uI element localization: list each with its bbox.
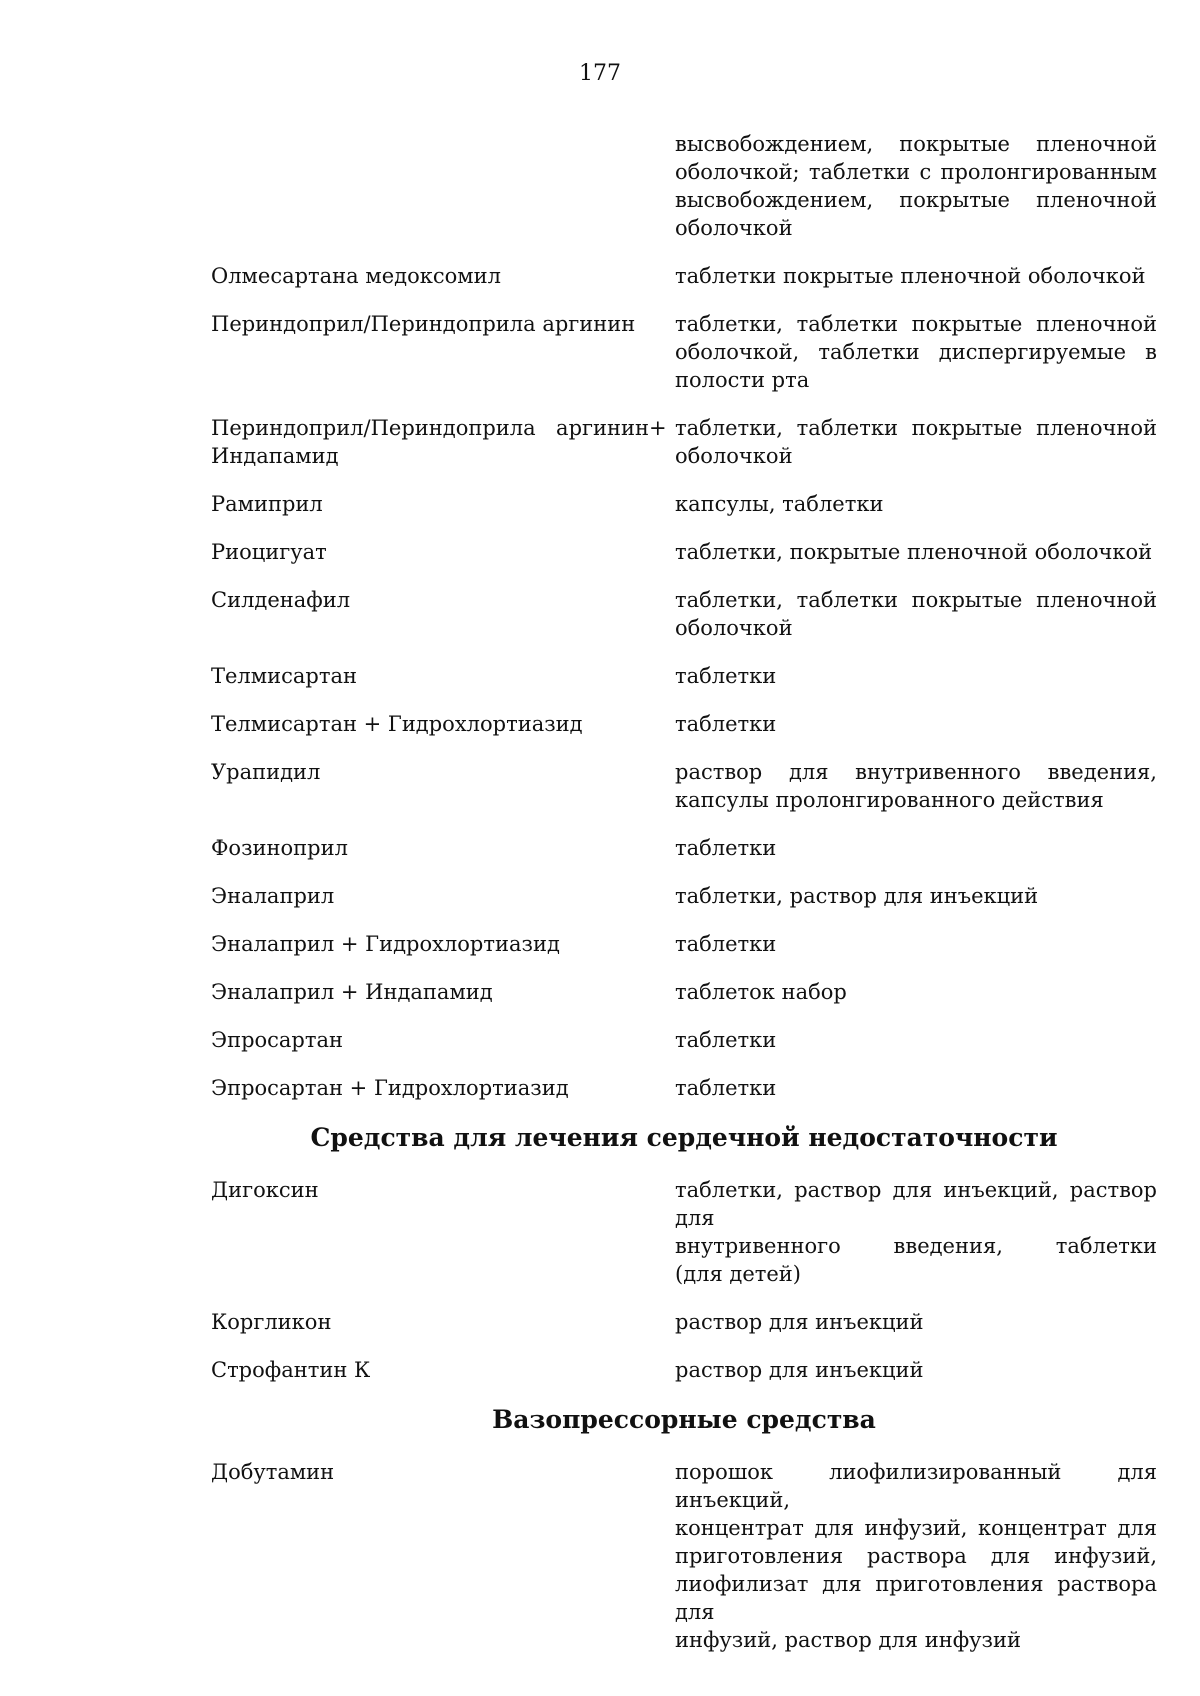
drug-table — [211, 130, 1157, 1674]
drug-name-line: Телмисартан — [211, 664, 357, 688]
drug-name-line: Эналаприл — [211, 884, 335, 908]
dosage-form-cell — [675, 490, 1157, 518]
drug-name-line: Фозиноприл — [211, 836, 348, 860]
drug-row — [211, 490, 1157, 518]
drug-row — [211, 1176, 1157, 1288]
drug-name-cell — [211, 710, 649, 738]
drug-name-cell — [211, 978, 649, 1006]
drug-name-cell — [211, 490, 649, 518]
dosage-form-cell — [675, 586, 1157, 642]
dosage-form-line: оболочкой — [675, 216, 793, 240]
drug-name-cell — [211, 1026, 649, 1054]
dosage-form-cell — [675, 262, 1157, 290]
drug-name-line: Олмесартана медоксомил — [211, 264, 501, 288]
dosage-form-cell — [675, 1026, 1157, 1054]
dosage-form-cell — [675, 1356, 1157, 1384]
dosage-form-line: таблетки — [675, 712, 777, 736]
drug-name-cell — [211, 1458, 649, 1486]
drug-name-cell — [211, 262, 649, 290]
dosage-form-line: высвобождением, покрытые пленочной — [675, 132, 1157, 156]
dosage-form-line: оболочкой, таблетки диспергируемые в — [675, 340, 1157, 364]
combination-plus-sign: + — [649, 416, 667, 440]
dosage-form-line: таблетки, покрытые пленочной оболочкой — [675, 540, 1153, 564]
dosage-form-line: полости рта — [675, 368, 810, 392]
drug-row — [211, 978, 1157, 1006]
dosage-form-cell — [675, 930, 1157, 958]
drug-name-line: Эпросартан + Гидрохлортиазид — [211, 1076, 569, 1100]
drug-name-cell — [211, 834, 649, 862]
dosage-form-line: оболочкой — [675, 616, 793, 640]
drug-name-line: Урапидил — [211, 760, 321, 784]
dosage-form-line: оболочкой; таблетки с пролонгированным — [675, 160, 1157, 184]
drug-row — [211, 1074, 1157, 1102]
drug-row — [211, 882, 1157, 910]
dosage-form-cell — [675, 834, 1157, 862]
dosage-form-line: инфузий, раствор для инфузий — [675, 1628, 1021, 1652]
drug-row — [211, 1308, 1157, 1336]
continuation-row — [211, 130, 1157, 242]
drug-name-line: Коргликон — [211, 1310, 332, 1334]
dosage-form-cell — [675, 414, 1157, 470]
drug-row — [211, 1356, 1157, 1384]
drug-name-cell — [211, 1074, 649, 1102]
dosage-form-line: порошок лиофилизированный для инъекций, — [675, 1460, 1157, 1512]
drug-name-line: Телмисартан + Гидрохлортиазид — [211, 712, 583, 736]
section-antihypertensives — [211, 262, 1157, 1102]
dosage-form-line: высвобождением, покрытые пленочной — [675, 188, 1157, 212]
drug-name-cell — [211, 1356, 649, 1384]
dosage-form-cell — [675, 310, 1157, 394]
drug-row — [211, 538, 1157, 566]
drug-name-line: Риоцигуат — [211, 540, 327, 564]
drug-name-line: Эпросартан — [211, 1028, 344, 1052]
dosage-form-line: раствор для инъекций — [675, 1358, 924, 1382]
drug-name-cell — [211, 586, 649, 614]
drug-name-cell — [211, 662, 649, 690]
drug-name-cell — [211, 882, 649, 910]
section-heart-failure — [211, 1176, 1157, 1384]
drug-name-line: Периндоприл/Периндоприла аргинин — [211, 312, 636, 336]
drug-name-cell — [211, 310, 649, 338]
dosage-form-cell — [675, 662, 1157, 690]
drug-name-cell — [211, 1176, 649, 1204]
drug-name-line: Индапамид — [211, 444, 339, 468]
dosage-form-line: раствор для инъекций — [675, 1310, 924, 1334]
dosage-form-line: капсулы, таблетки — [675, 492, 884, 516]
dosage-form-cell — [675, 882, 1157, 910]
section-heading-heart-failure: Средства для лечения сердечной недостаточности — [310, 1123, 1058, 1152]
drug-row — [211, 758, 1157, 814]
dosage-form-line: таблетки — [675, 1028, 777, 1052]
dosage-form-line: внутривенного введения, таблетки — [675, 1234, 1157, 1258]
drug-name-cell — [211, 538, 649, 566]
dosage-form-line: таблетки — [675, 836, 777, 860]
drug-row — [211, 586, 1157, 642]
dosage-form-line: таблетки — [675, 1076, 777, 1100]
dosage-form-line: лиофилизат для приготовления раствора для — [675, 1572, 1157, 1624]
drug-row — [211, 930, 1157, 958]
dosage-form-cell — [675, 1176, 1157, 1288]
drug-row — [211, 262, 1157, 290]
drug-row — [211, 310, 1157, 394]
section-vasopressors — [211, 1458, 1157, 1654]
dosage-form-line: таблетки, раствор для инъекций — [675, 884, 1039, 908]
drug-row — [211, 710, 1157, 738]
dosage-form-cell — [675, 130, 1157, 242]
dosage-form-line: таблетки, раствор для инъекций, раствор для — [675, 1178, 1157, 1230]
page-number: 177 — [579, 61, 621, 86]
section-heading-vasopressors: Вазопрессорные средства — [492, 1405, 876, 1434]
drug-row — [211, 834, 1157, 862]
drug-name-line: Эналаприл + Индапамид — [211, 980, 493, 1004]
drug-name-line: Силденафил — [211, 588, 351, 612]
dosage-form-cell — [675, 710, 1157, 738]
dosage-form-cell — [675, 758, 1157, 814]
dosage-form-cell — [675, 538, 1157, 566]
dosage-form-line: капсулы пролонгированного действия — [675, 788, 1104, 812]
dosage-form-line: таблетки — [675, 932, 777, 956]
dosage-form-line: оболочкой — [675, 444, 793, 468]
drug-name-line: Строфантин К — [211, 1358, 371, 1382]
drug-row — [211, 662, 1157, 690]
dosage-form-line: таблетки, таблетки покрытые пленочной — [675, 416, 1157, 440]
dosage-form-cell — [675, 978, 1157, 1006]
dosage-form-line: таблетки — [675, 664, 777, 688]
drug-name-line: Эналаприл + Гидрохлортиазид — [211, 932, 560, 956]
dosage-form-line: (для детей) — [675, 1262, 801, 1286]
drug-row — [211, 1458, 1157, 1654]
drug-name-cell — [211, 1308, 649, 1336]
dosage-form-line: таблетки, таблетки покрытые пленочной — [675, 312, 1157, 336]
dosage-form-cell — [675, 1458, 1157, 1654]
dosage-form-line: таблеток набор — [675, 980, 847, 1004]
dosage-form-line: таблетки покрытые пленочной оболочкой — [675, 264, 1146, 288]
drug-row — [211, 1026, 1157, 1054]
dosage-form-line: концентрат для инфузий, концентрат для — [675, 1516, 1157, 1540]
drug-name-cell — [211, 758, 649, 786]
drug-name-line: Добутамин — [211, 1460, 335, 1484]
dosage-form-line: раствор для внутривенного введения, — [675, 760, 1157, 784]
drug-name-cell — [211, 930, 649, 958]
dosage-form-line: таблетки, таблетки покрытые пленочной — [675, 588, 1157, 612]
dosage-form-cell — [675, 1074, 1157, 1102]
drug-name-line: Рамиприл — [211, 492, 323, 516]
drug-name-cell — [211, 414, 649, 470]
drug-row — [211, 414, 1157, 470]
dosage-form-line: приготовления раствора для инфузий, — [675, 1544, 1157, 1568]
dosage-form-cell — [675, 1308, 1157, 1336]
drug-name-line: Дигоксин — [211, 1178, 319, 1202]
drug-name-line: Периндоприл/Периндоприла аргинин — [211, 416, 649, 440]
